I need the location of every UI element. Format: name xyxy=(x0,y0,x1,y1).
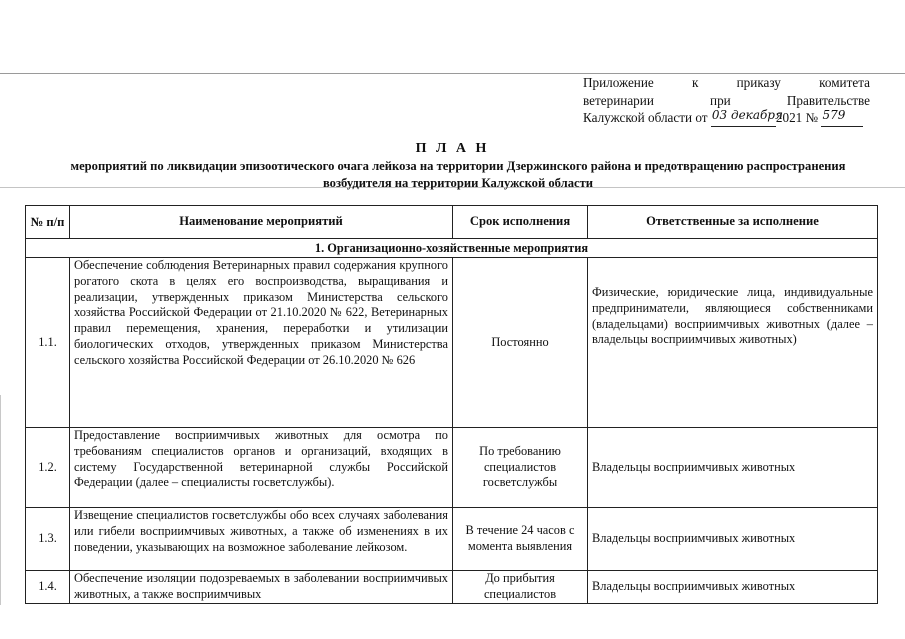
appendix-word: комитета xyxy=(819,75,870,90)
row-number: 1.1. xyxy=(26,258,70,428)
appendix-word: Приложение xyxy=(583,75,654,90)
appendix-word: Правительстве xyxy=(786,92,870,108)
row-measure: Обеспечение изоляции подозреваемых в заболевании восприимчивых животных, а также восприимчивых xyxy=(70,571,453,604)
table-header-row xyxy=(26,206,878,239)
appendix-prefix: Калужской области от xyxy=(583,110,708,126)
row-measure: Извещение специалистов госветслужбы обо всех случаях заболевания или гибели восприимчивых животных, а также об изменениях в их поведении, указывающих на возможное заболевание лейкозом. xyxy=(70,508,453,571)
row-measure: Предоставление восприимчивых животных для осмотра по требованиям специалистов органов и организаций, входящих в систему Государственной ветеринарной службы Российской Федерации (далее – специалисты госветслужбы). xyxy=(70,428,453,508)
appendix-line-1 xyxy=(583,74,870,92)
row-responsible: Владельцы восприимчивых животных xyxy=(588,571,878,604)
header-number: № п/п xyxy=(26,206,70,239)
appendix-line-3 xyxy=(583,109,870,127)
document-title: П Л А Н xyxy=(415,141,490,156)
table-row xyxy=(26,571,878,604)
handwritten-number: 579 xyxy=(821,109,863,127)
row-term: По требованию специалистов госветслужбы xyxy=(453,428,588,508)
handwritten-date: 03 декабря xyxy=(711,109,776,127)
row-responsible: Владельцы восприимчивых животных xyxy=(588,428,878,508)
appendix-block xyxy=(583,74,870,127)
row-responsible: Физические, юридические лица, индивидуальные предприниматели, являющиеся собственниками (владельцами) восприимчивых животных (далее – владельцы восприимчивых животных) xyxy=(588,258,878,428)
row-term: До прибытия специалистов xyxy=(453,571,588,604)
appendix-word: приказу xyxy=(736,75,781,90)
row-number: 1.2. xyxy=(26,428,70,508)
table-row xyxy=(26,428,878,508)
appendix-word: при xyxy=(710,92,731,108)
header-name: Наименование мероприятий xyxy=(70,206,453,239)
appendix-year: 2021 № xyxy=(775,110,819,126)
row-term: Постоянно xyxy=(453,258,588,428)
row-term: В течение 24 часов с момента выявления xyxy=(453,508,588,571)
appendix-word: к xyxy=(691,75,699,90)
appendix-line-2 xyxy=(583,92,870,110)
appendix-word: ветеринарии xyxy=(583,92,654,108)
document-subtitle: мероприятий по ликвидации эпизоотического очага лейкоза на территории Дзержинского района и предотвращению распространения возбудителя на территории Калужской области xyxy=(70,159,846,190)
header-term: Срок исполнения xyxy=(453,206,588,239)
scan-edge-mark xyxy=(0,395,1,605)
row-number: 1.4. xyxy=(26,571,70,604)
row-number: 1.3. xyxy=(26,508,70,571)
table-row xyxy=(26,258,878,428)
plan-table xyxy=(25,205,878,604)
row-responsible: Владельцы восприимчивых животных xyxy=(588,508,878,571)
table-row xyxy=(26,508,878,571)
section-row xyxy=(26,239,878,258)
header-responsible: Ответственные за исполнение xyxy=(588,206,878,239)
row-measure: Обеспечение соблюдения Ветеринарных правил содержания крупного рогатого скота в целях его воспроизводства, выращивания и реализации, утвержденных приказом Министерства сельского хозяйства Российской Федерации от 21.10.2020 № 622, Ветеринарных правил перемещения, хранения, переработки и утилизации биологических отходов, утвержденных приказом Министерства сельского хозяйства Российской Федерации от 26.10.2020 № 626 xyxy=(70,258,453,428)
section-title: 1. Организационно-хозяйственные мероприятия xyxy=(26,239,878,258)
